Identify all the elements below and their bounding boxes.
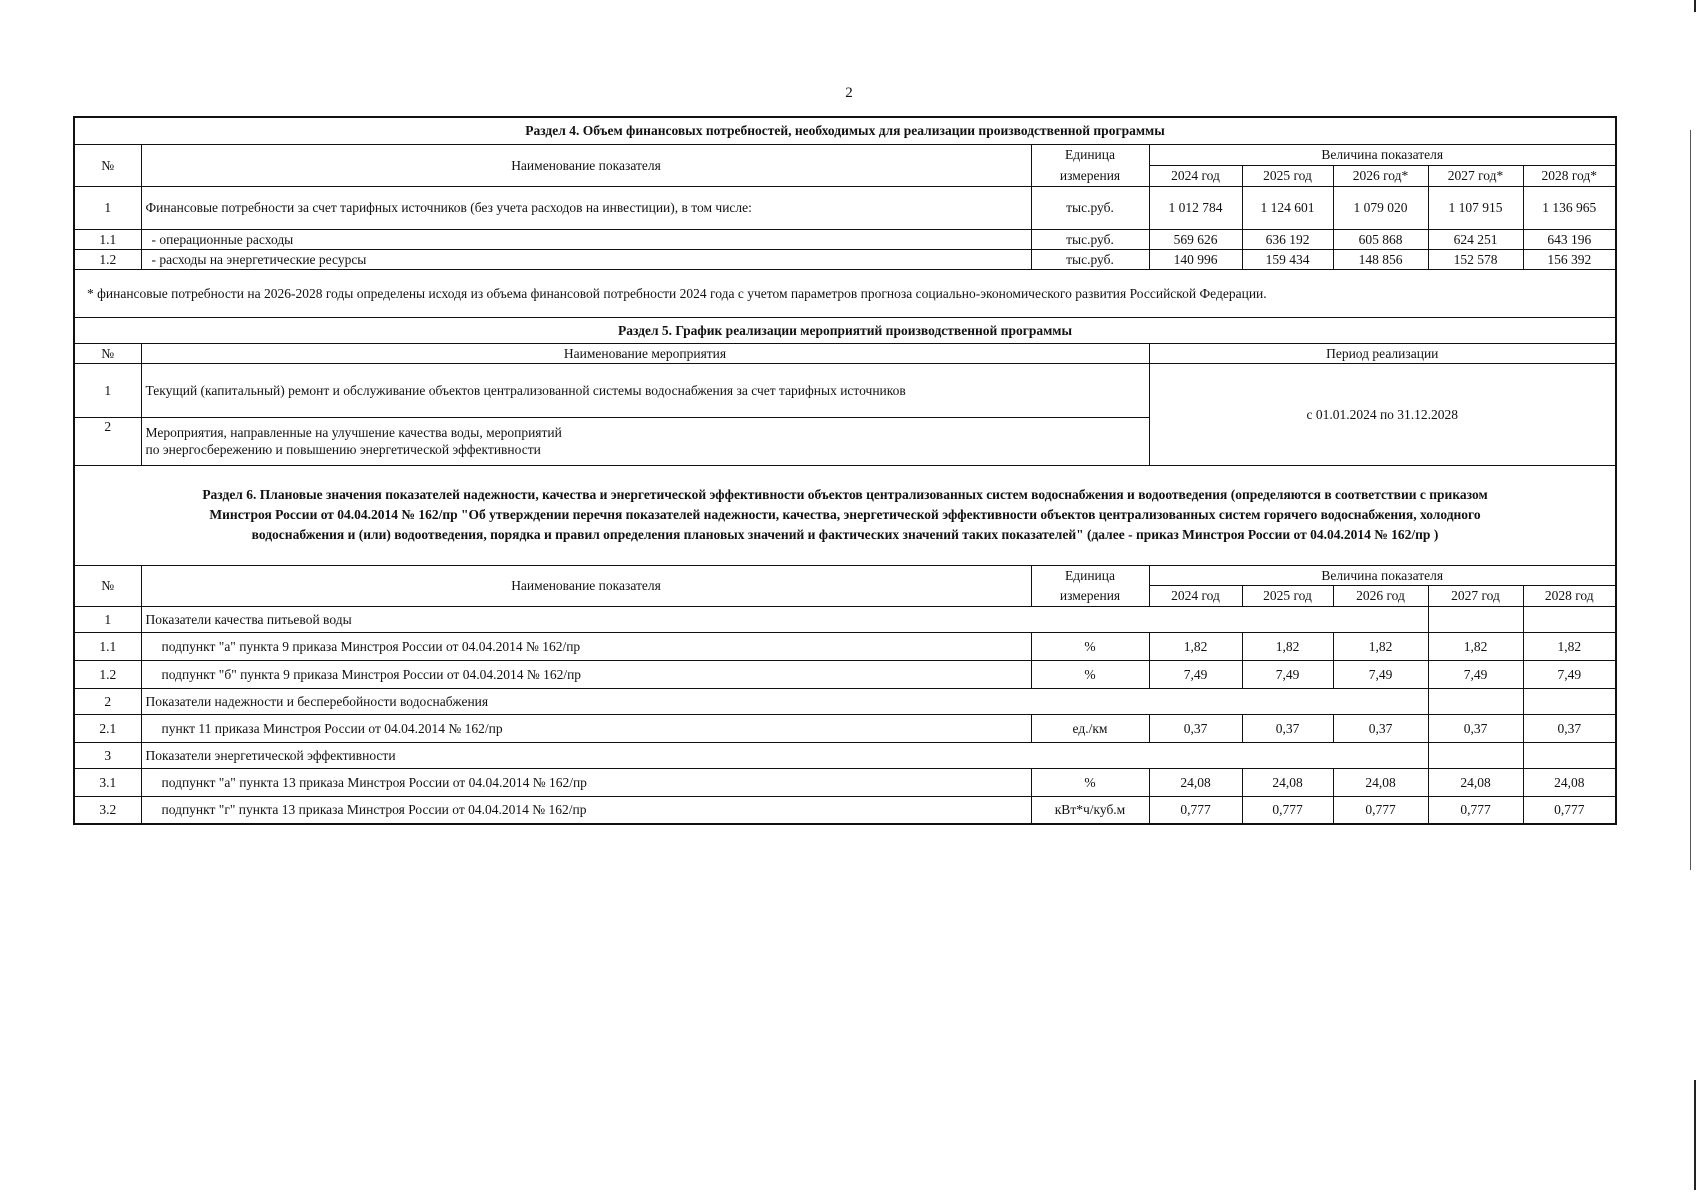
row-number: 2.1 [74, 714, 141, 742]
row-value: 24,08 [1523, 768, 1616, 796]
row-value: 0,777 [1242, 796, 1333, 824]
s6-header-value: Величина показателя [1149, 565, 1616, 585]
row-value: 7,49 [1149, 660, 1242, 688]
row-value: 24,08 [1333, 768, 1428, 796]
row-value: 7,49 [1242, 660, 1333, 688]
s4-row [74, 229, 1616, 249]
row-name: Текущий (капитальный) ремонт и обслуживание объектов централизованной системы водоснабжения за счет тарифных источников [141, 363, 1149, 417]
section4-title: Раздел 4. Объем финансовых потребностей, необходимых для реализации производственной программы [74, 117, 1616, 144]
row-value: 152 578 [1428, 249, 1523, 269]
s4-year: 2026 год* [1333, 165, 1428, 186]
row-value: 0,37 [1523, 714, 1616, 742]
row-number: 1.1 [74, 229, 141, 249]
row-unit: % [1031, 660, 1149, 688]
s6-row [74, 768, 1616, 796]
row-value: 643 196 [1523, 229, 1616, 249]
s6-year: 2024 год [1149, 585, 1242, 606]
s4-header-name: Наименование показателя [141, 144, 1031, 186]
row-unit: ед./км [1031, 714, 1149, 742]
row-value: 0,777 [1523, 796, 1616, 824]
row-unit: % [1031, 768, 1149, 796]
s4-year: 2024 год [1149, 165, 1242, 186]
empty-cell [1523, 742, 1616, 768]
section6-title-line: Минстроя России от 04.04.2014 № 162/пр "Об утверждении перечня показателей надежности, качества, энергетической эффективности объектов централизованных систем горячего водоснабжения, холодного [209, 507, 1481, 522]
row-value: 1,82 [1523, 632, 1616, 660]
row-value: 156 392 [1523, 249, 1616, 269]
row-unit: тыс.руб. [1031, 229, 1149, 249]
row-unit: тыс.руб. [1031, 186, 1149, 229]
s6-year: 2028 год [1523, 585, 1616, 606]
row-value: 148 856 [1333, 249, 1428, 269]
row-name: подпункт "а" пункта 13 приказа Минстроя России от 04.04.2014 № 162/пр [141, 768, 1031, 796]
row-name: подпункт "г" пункта 13 приказа Минстроя России от 04.04.2014 № 162/пр [141, 796, 1031, 824]
section6-title [74, 465, 1616, 565]
row-number: 1.2 [74, 660, 141, 688]
s4-footnote: * финансовые потребности на 2026-2028 годы определены исходя из объема финансовой потребности 2024 года с учетом параметров прогноза социально-экономического развития Российской Федерации. [74, 269, 1616, 317]
row-value: 0,37 [1149, 714, 1242, 742]
document-body [73, 116, 1613, 825]
row-name: Показатели качества питьевой воды [141, 606, 1428, 632]
row-value: 24,08 [1242, 768, 1333, 796]
main-table [73, 116, 1617, 825]
row-value: 7,49 [1333, 660, 1428, 688]
s6-group-row [74, 688, 1616, 714]
s6-header-unit1: Единица [1031, 565, 1149, 585]
section6-title-line: Раздел 6. Плановые значения показателей надежности, качества и энергетической эффективности объектов централизованных систем водоснабжения и водоотведения (определяются в соответствии с приказом [202, 487, 1488, 502]
row-name: подпункт "а" пункта 9 приказа Минстроя России от 04.04.2014 № 162/пр [141, 632, 1031, 660]
empty-cell [1428, 742, 1523, 768]
row-value: 24,08 [1428, 768, 1523, 796]
row-value: 1 107 915 [1428, 186, 1523, 229]
row-value: 624 251 [1428, 229, 1523, 249]
row-value: 1 079 020 [1333, 186, 1428, 229]
row-name-line: Мероприятия, направленные на улучшение качества воды, мероприятий [145, 425, 562, 440]
s6-year: 2026 год [1333, 585, 1428, 606]
row-value: 0,37 [1242, 714, 1333, 742]
s4-year: 2028 год* [1523, 165, 1616, 186]
empty-cell [1523, 688, 1616, 714]
row-value: 1 012 784 [1149, 186, 1242, 229]
empty-cell [1523, 606, 1616, 632]
s4-header-unit2: измерения [1031, 165, 1149, 186]
row-value: 1,82 [1149, 632, 1242, 660]
row-value: 0,777 [1428, 796, 1523, 824]
s6-row [74, 714, 1616, 742]
s5-header-no: № [74, 343, 141, 363]
s6-group-row [74, 742, 1616, 768]
scan-edge-mark [1694, 1080, 1696, 1190]
row-value: 159 434 [1242, 249, 1333, 269]
row-name: Финансовые потребности за счет тарифных источников (без учета расходов на инвестиции), в том числе: [141, 186, 1031, 229]
s5-header-period: Период реализации [1149, 343, 1616, 363]
s4-year: 2027 год* [1428, 165, 1523, 186]
scan-edge-mark [1694, 0, 1696, 12]
row-value: 0,37 [1428, 714, 1523, 742]
row-value: 24,08 [1149, 768, 1242, 796]
s6-year: 2025 год [1242, 585, 1333, 606]
row-name: пункт 11 приказа Минстроя России от 04.04.2014 № 162/пр [141, 714, 1031, 742]
empty-cell [1428, 606, 1523, 632]
row-name [141, 417, 1149, 465]
row-value: 605 868 [1333, 229, 1428, 249]
row-value: 1,82 [1242, 632, 1333, 660]
s6-row [74, 796, 1616, 824]
row-value: 0,777 [1333, 796, 1428, 824]
empty-cell [1428, 688, 1523, 714]
row-number: 3.2 [74, 796, 141, 824]
row-unit: тыс.руб. [1031, 249, 1149, 269]
row-number: 3.1 [74, 768, 141, 796]
row-unit: % [1031, 632, 1149, 660]
s5-row [74, 363, 1616, 417]
row-name-line: по энергосбережению и повышению энергетической эффективности [145, 442, 541, 457]
s5-header-name: Наименование мероприятия [141, 343, 1149, 363]
row-value: 569 626 [1149, 229, 1242, 249]
s4-row [74, 249, 1616, 269]
row-name: - расходы на энергетические ресурсы [141, 249, 1031, 269]
row-name: - операционные расходы [141, 229, 1031, 249]
row-value: 0,37 [1333, 714, 1428, 742]
row-number: 2 [74, 688, 141, 714]
s6-row [74, 660, 1616, 688]
row-value: 1 124 601 [1242, 186, 1333, 229]
row-name: подпункт "б" пункта 9 приказа Минстроя России от 04.04.2014 № 162/пр [141, 660, 1031, 688]
row-number: 2 [74, 417, 141, 465]
row-number: 1 [74, 363, 141, 417]
s4-header-value: Величина показателя [1149, 144, 1616, 165]
row-number: 1.2 [74, 249, 141, 269]
row-value: 1,82 [1333, 632, 1428, 660]
row-unit: кВт*ч/куб.м [1031, 796, 1149, 824]
row-name: Показатели надежности и бесперебойности водоснабжения [141, 688, 1428, 714]
s6-header-name: Наименование показателя [141, 565, 1031, 606]
s6-group-row [74, 606, 1616, 632]
row-value: 7,49 [1428, 660, 1523, 688]
section5-title: Раздел 5. График реализации мероприятий производственной программы [74, 317, 1616, 343]
row-number: 1 [74, 606, 141, 632]
s6-header-no: № [74, 565, 141, 606]
s6-year: 2027 год [1428, 585, 1523, 606]
s4-header-no: № [74, 144, 141, 186]
row-number: 1 [74, 186, 141, 229]
s4-row [74, 186, 1616, 229]
row-value: 0,777 [1149, 796, 1242, 824]
s4-header-unit1: Единица [1031, 144, 1149, 165]
row-value: 1 136 965 [1523, 186, 1616, 229]
row-value: 7,49 [1523, 660, 1616, 688]
row-number: 3 [74, 742, 141, 768]
row-number: 1.1 [74, 632, 141, 660]
s4-year: 2025 год [1242, 165, 1333, 186]
page-number: 2 [845, 85, 853, 101]
scan-edge-line [1690, 130, 1691, 870]
row-value: 636 192 [1242, 229, 1333, 249]
row-name: Показатели энергетической эффективности [141, 742, 1428, 768]
s5-period: с 01.01.2024 по 31.12.2028 [1149, 363, 1616, 465]
s6-row [74, 632, 1616, 660]
section6-title-line: водоснабжения и (или) водоотведения, порядка и правил определения плановых значений и фактических значений таких показателей" (далее - приказ Минстроя России от 04.04.2014 № 162/пр ) [251, 527, 1439, 542]
s6-header-unit2: измерения [1031, 585, 1149, 606]
row-value: 1,82 [1428, 632, 1523, 660]
row-value: 140 996 [1149, 249, 1242, 269]
